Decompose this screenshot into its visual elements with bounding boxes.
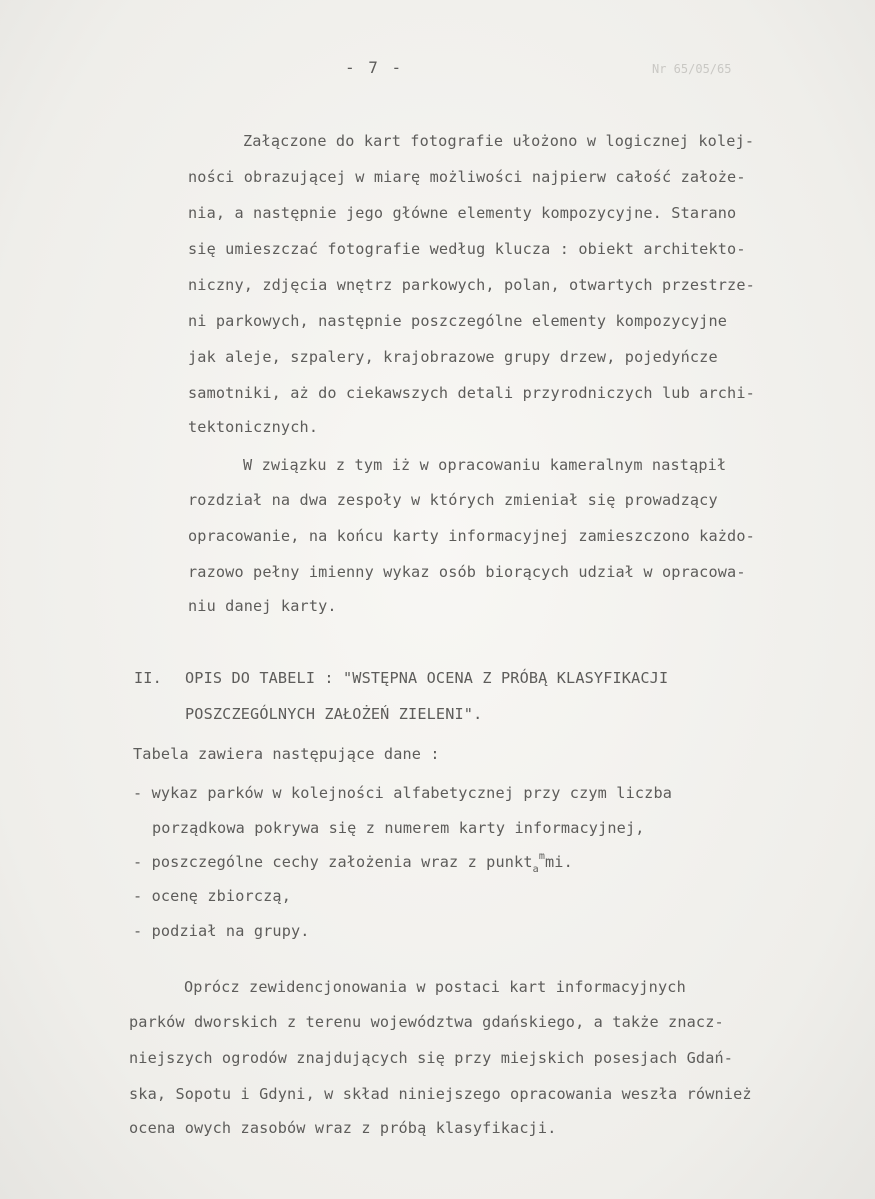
list-intro: Tabela zawiera następujące dane : — [133, 745, 440, 763]
list-item-3: - ocenę zbiorczą, — [133, 887, 291, 905]
paragraph-1-line-9: tektonicznych. — [188, 418, 319, 436]
list-item-2-text: - poszczególne cechy założenia wraz z punkt — [133, 853, 533, 871]
paragraph-1-line-1: Załączone do kart fotografie ułożono w logicznej kolej- — [243, 132, 755, 150]
list-item-2-superscript: m — [538, 851, 545, 862]
faint-stamp-mark: Nr 65/05/65 — [652, 62, 732, 76]
section-heading-line-2: POSZCZEGÓLNYCH ZAŁOŻEŃ ZIELENI". — [185, 705, 483, 723]
paragraph-2-line-2: rozdział na dwa zespoły w których zmieniał się prowadzący — [188, 491, 718, 509]
page-number: - 7 - — [345, 58, 404, 77]
paragraph-1-line-6: ni parkowych, następnie poszczególne elementy kompozycyjne — [188, 312, 728, 330]
paragraph-3-line-4: ska, Sopotu i Gdyni, w skład niniejszego opracowania weszła również — [129, 1085, 752, 1103]
paragraph-3-line-1: Oprócz zewidencjonowania w postaci kart informacyjnych — [184, 978, 686, 996]
paragraph-1-line-5: niczny, zdjęcia wnętrz parkowych, polan, otwartych przestrze- — [188, 276, 755, 294]
section-number: II. — [134, 669, 162, 687]
paragraph-1-line-7: jak aleje, szpalery, krajobrazowe grupy drzew, pojedyńcze — [188, 348, 718, 366]
list-item-1-line-2: porządkowa pokrywa się z numerem karty informacyjnej, — [152, 819, 645, 837]
paragraph-1-line-8: samotniki, aż do ciekawszych detali przyrodniczych lub archi- — [188, 384, 755, 402]
list-item-1-line-1: - wykaz parków w kolejności alfabetycznej przy czym liczba — [133, 784, 673, 802]
paragraph-1-line-2: ności obrazującej w miarę możliwości najpierw całość założe- — [188, 168, 746, 186]
paragraph-3-line-5: ocena owych zasobów wraz z próbą klasyfikacji. — [129, 1119, 557, 1137]
paragraph-3-line-2: parków dworskich z terenu województwa gdańskiego, a także znacz- — [129, 1013, 724, 1031]
list-item-2-subscript: a — [532, 864, 539, 875]
paragraph-2-line-3: opracowanie, na końcu karty informacyjnej zamieszczono każdo- — [188, 527, 755, 545]
paragraph-2-line-5: niu danej karty. — [188, 597, 337, 615]
list-item-2-end: mi. — [544, 853, 573, 871]
paragraph-1-line-4: się umieszczać fotografie według klucza : obiekt architekto- — [188, 240, 746, 258]
list-item-4: - podział na grupy. — [133, 922, 310, 940]
paragraph-3-line-3: niejszych ogrodów znajdujących się przy miejskich posesjach Gdań- — [129, 1049, 734, 1067]
paragraph-1-line-3: nia, a następnie jego główne elementy kompozycyjne. Starano — [188, 204, 737, 222]
list-item-2 — [133, 852, 573, 875]
paragraph-2-line-4: razowo pełny imienny wykaz osób biorących udział w opracowa- — [188, 563, 746, 581]
paragraph-2-line-1: W związku z tym iż w opracowaniu kameralnym nastąpił — [243, 456, 727, 474]
section-heading-line-1: OPIS DO TABELI : "WSTĘPNA OCENA Z PRÓBĄ KLASYFIKACJI — [185, 669, 669, 687]
